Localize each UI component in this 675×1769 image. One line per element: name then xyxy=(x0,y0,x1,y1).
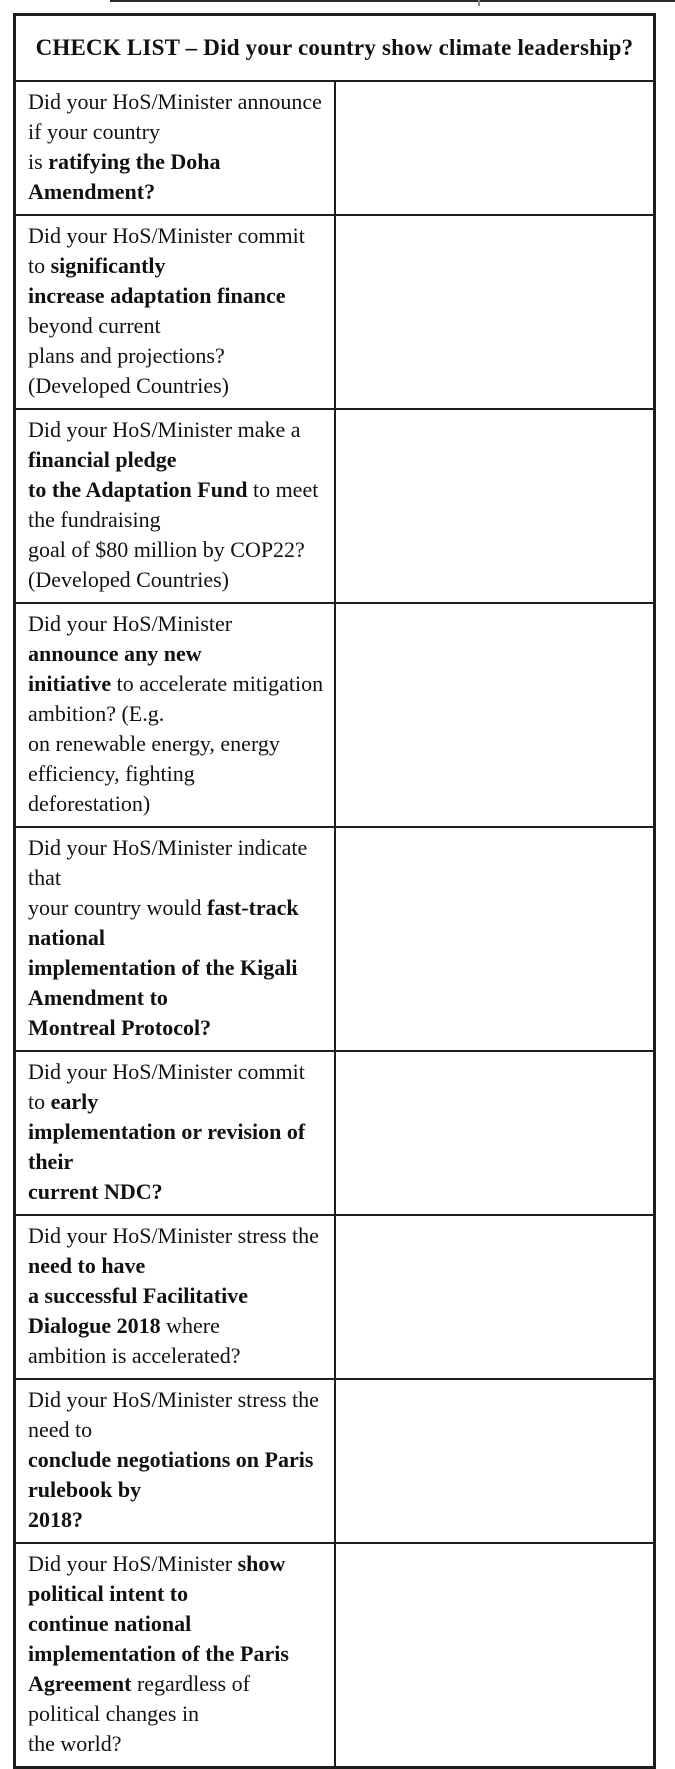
answer-cell xyxy=(335,1051,655,1215)
question-line: on renewable energy, energy efficiency, fighting xyxy=(28,731,280,786)
answer-cell xyxy=(335,1543,655,1768)
question-line: Did your HoS/Minister make a financial pledge xyxy=(28,417,301,472)
question-line: Did your HoS/Minister show political intent to xyxy=(28,1551,286,1606)
question-line: deforestation) xyxy=(28,791,151,816)
question-cell xyxy=(15,1051,335,1215)
question-line: Did your HoS/Minister announce if your country xyxy=(28,89,322,144)
question-line: conclude negotiations on Paris rulebook by xyxy=(28,1447,314,1502)
question-cell xyxy=(15,827,335,1051)
question-cell xyxy=(15,1379,335,1543)
cutoff-line-top xyxy=(110,0,675,2)
question-line: implementation of the Kigali Amendment to xyxy=(28,955,298,1010)
question-line: the world? xyxy=(28,1731,122,1756)
table-row xyxy=(15,1051,655,1215)
table-row xyxy=(15,409,655,603)
question-line: Did your HoS/Minister stress the need to xyxy=(28,1387,319,1442)
question-line: to the Adaptation Fund to meet the fundraising xyxy=(28,477,319,532)
cutoff-divider-stub xyxy=(478,0,480,6)
question-line: plans and projections? (Developed Countries) xyxy=(28,343,229,398)
question-line: implementation or revision of their xyxy=(28,1119,306,1174)
answer-cell xyxy=(335,827,655,1051)
table-row xyxy=(15,215,655,409)
question-line: Did your HoS/Minister indicate that xyxy=(28,835,308,890)
table-row xyxy=(15,1215,655,1379)
question-cell xyxy=(15,1543,335,1768)
question-line: increase adaptation finance beyond current xyxy=(28,283,286,338)
question-line: initiative to accelerate mitigation ambition? (E.g. xyxy=(28,671,324,726)
answer-cell xyxy=(335,1215,655,1379)
table-row xyxy=(15,827,655,1051)
answer-cell xyxy=(335,215,655,409)
question-line: Did your HoS/Minister commit to significantly xyxy=(28,223,305,278)
question-cell xyxy=(15,81,335,215)
question-line: 2018? xyxy=(28,1507,83,1532)
checklist-table xyxy=(13,13,656,1769)
answer-cell xyxy=(335,409,655,603)
table-row xyxy=(15,603,655,827)
question-line: Montreal Protocol? xyxy=(28,1015,212,1040)
question-line: your country would fast-track national xyxy=(28,895,299,950)
question-line: Did your HoS/Minister commit to early xyxy=(28,1059,305,1114)
answer-cell xyxy=(335,603,655,827)
question-line: Agreement regardless of political changes in xyxy=(28,1671,250,1726)
question-line: Did your HoS/Minister announce any new xyxy=(28,611,233,666)
question-cell xyxy=(15,1215,335,1379)
table-row xyxy=(15,1543,655,1768)
question-line: current NDC? xyxy=(28,1179,163,1204)
answer-cell xyxy=(335,1379,655,1543)
header-row xyxy=(15,15,655,82)
question-cell xyxy=(15,409,335,603)
table-row xyxy=(15,1379,655,1543)
question-cell xyxy=(15,603,335,827)
table-row xyxy=(15,81,655,215)
question-line: is ratifying the Doha Amendment? xyxy=(28,149,221,204)
question-cell xyxy=(15,215,335,409)
question-line: (Developed Countries) xyxy=(28,567,229,592)
question-line: continue national implementation of the Paris xyxy=(28,1611,289,1666)
checklist-title: CHECK LIST – Did your country show climate leadership? xyxy=(15,15,655,82)
question-line: a successful Facilitative Dialogue 2018 where xyxy=(28,1283,248,1338)
question-line: Did your HoS/Minister stress the need to have xyxy=(28,1223,319,1278)
answer-cell xyxy=(335,81,655,215)
checklist-rows xyxy=(15,81,655,1768)
question-line: goal of $80 million by COP22? xyxy=(28,537,305,562)
question-line: ambition is accelerated? xyxy=(28,1343,241,1368)
